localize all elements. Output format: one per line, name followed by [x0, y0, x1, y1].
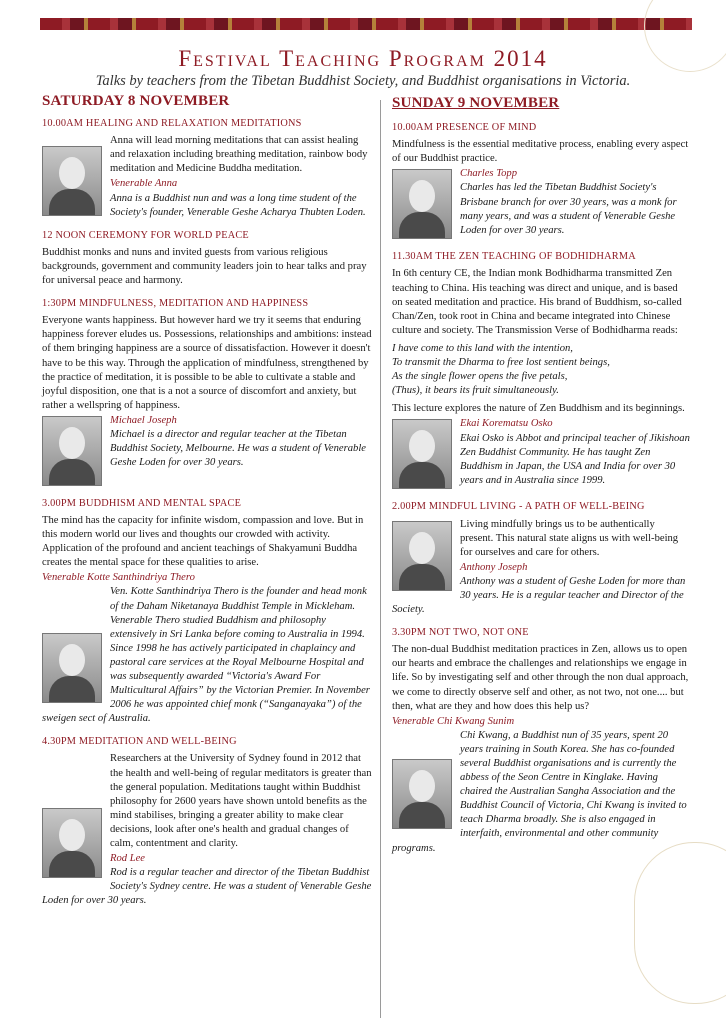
teacher-bio: Ekai Osko is Abbot and principal teacher of Jikishoan Zen Buddhist Community. He has taught Zen Buddhism in Japan, the USA and India for over 30 years and in Australia since 1999.	[460, 432, 690, 486]
session-description: In 6th century CE, the Indian monk Bodhidharma transmitted Zen teaching to China. His teaching was direct and unique, and is based on seated meditation and practice. His brand of Buddhism, so-called Chan/Zen, took root in China and became integrated into Chinese culture and society. The Transmission Verse of Bodhidharma reads:	[392, 268, 682, 336]
session-mental-space	[42, 497, 372, 727]
session-world-peace	[42, 229, 372, 288]
teacher-photo-anthony	[392, 521, 452, 591]
session-presence-of-mind	[392, 121, 690, 241]
teacher-bio: Chi Kwang, a Buddhist nun of 35 years, spent 20 years training in South Korea. She has co-founded several Buddhist organisations and is currently the abbess of the Seon Centre in Kinglake. Having chaired the Australian Sangha Association and the Buddhist Council of Victoria, Chi Kwang is invited to teach Dharma broadly. She is also engaged in interfaith, environmental and other community programs.	[392, 729, 687, 854]
teacher-bio: Rod is a regular teacher and director of the Tibetan Buddhist Society's Sydney centre. He was a student of Venerable Geshe Loden for over 30 years.	[42, 867, 372, 907]
teacher-bio: Charles has led the Tibetan Buddhist Society's Brisbane branch for over 30 years, was a monk for many years, and was a student of Venerable Geshe Loden for over 30 years.	[460, 182, 677, 236]
day-heading-saturday: SATURDAY 8 NOVEMBER	[42, 93, 230, 109]
teacher-photo-chi-kwang	[392, 759, 452, 829]
teacher-name: Venerable Chi Kwang Sunim	[392, 715, 515, 727]
session-description: The mind has the capacity for infinite wisdom, compassion and love. But in this modern world our lives and thoughts our crowded with activity. Application of the profound and ancient teachings of Shakyamuni Buddha creates the mental space for these qualities to arise.	[42, 514, 364, 569]
session-title: 3.00PM BUDDHISM AND MENTAL SPACE	[42, 497, 242, 509]
session-healing	[42, 117, 372, 220]
session-description: The non-dual Buddhist meditation practices in Zen, allows us to open our hearts and embrace the challenges and relationships we engage in life. So by investigating self and other through the non dual approach, we come to directly observe self and other, as not two, not one.... but then, what are they and how does this help us?	[392, 644, 689, 712]
day-heading-sunday: SUNDAY 9 NOVEMBER	[392, 95, 560, 111]
decorative-banner	[40, 18, 692, 30]
teacher-name: Ekai Korematsu Osko	[460, 418, 553, 430]
sunday-column	[392, 96, 690, 865]
column-divider	[380, 100, 381, 1018]
transmission-verse	[392, 342, 690, 398]
teacher-name: Venerable Kotte Santhindriya Thero	[42, 572, 195, 584]
teacher-photo-rod	[42, 808, 102, 878]
teacher-bio: Anthony was a student of Geshe Loden for more than 30 years. He is a regular teacher and Director of the Society.	[392, 575, 686, 616]
teacher-name: Anthony Joseph	[460, 561, 528, 573]
session-title: 4.30PM MEDITATION AND WELL-BEING	[42, 736, 237, 748]
session-title: 11.30AM THE ZEN TEACHING OF BODHIDHARMA	[392, 251, 636, 263]
session-title: 3.30PM NOT TWO, NOT ONE	[392, 627, 529, 639]
session-description: Researchers at the University of Sydney found in 2012 that the health and well-being of regular meditators is greater than the general population. Meditations taught within Buddhist philosophy for 2600 years have shown untold benefits as the mind stabilises, bringing a greater ability to make clear decisions, look after one's health and gradual changes of calm, contentment and clarity.	[110, 753, 372, 850]
teacher-photo-anna	[42, 146, 102, 216]
saturday-column	[42, 94, 372, 918]
teacher-photo-thero	[42, 633, 102, 703]
teacher-bio: Anna is a Buddhist nun and was a long time student of the Society's founder, Venerable Geshe Acharya Thubten Loden.	[110, 192, 366, 218]
session-not-two-not-one	[392, 626, 690, 856]
teacher-name: Charles Topp	[460, 168, 518, 180]
teacher-name: Rod Lee	[110, 853, 146, 865]
verse-line: To transmit the Dharma to free lost sentient beings,	[392, 357, 610, 369]
session-mindfulness	[42, 297, 372, 488]
teacher-name: Venerable Anna	[110, 178, 178, 190]
session-description: Mindfulness is the essential meditative process, enabling every aspect of our Buddhist practice.	[392, 139, 689, 165]
session-mindful-living	[392, 500, 690, 617]
session-description: Everyone wants happiness. But however hard we try it seems that enduring happiness forever eludes us. Possessions, relationships and ambitions: instead of them bringing happiness are a source of dissatisfaction. However it doesn't have to be this way. Through the application of mindfulness, strengthened by the practice of meditation, it is possible to be able to cultivate a stable and joyful disposition, one that is a not a source of discomfort and anxiety, but rather a wellspring of happiness.	[42, 315, 372, 411]
verse-line: I have come to this land with the intention,	[392, 342, 573, 354]
session-description: Living mindfully brings us to be authentically present. This natural state aligns us with well-being for ourselves and care for others.	[460, 518, 679, 558]
session-title: 1:30PM MINDFULNESS, MEDITATION AND HAPPINESS	[42, 298, 309, 310]
teacher-bio: Ven. Kotte Santhindriya Thero is the founder and head monk of the Daham Niketanaya Buddhist Temple in Mickleham. Venerable Thero studied Buddhism and philosophy extensively in Sri Lanka before coming to Australia in 1994. Since 1998 he has actively participated in chaplaincy and pastoral care services at the Royal Melbourne Hospital and was subsequently awarded “Victoria's Award For Multicultural Affairs” by the Victorian Premier. In November 2006 he was appointed chief monk (“Sanganayaka”) of the sweigen sect of Australia.	[42, 586, 370, 725]
page-title: Festival Teaching Program 2014	[178, 46, 548, 71]
session-title: 2.00PM MINDFUL LIVING - A PATH OF WELL-BEING	[392, 501, 645, 513]
session-title: 12 NOON CEREMONY FOR WORLD PEACE	[42, 229, 249, 241]
teacher-bio: Michael is a director and regular teacher at the Tibetan Buddhist Society, Melbourne. He was a student of Venerable Geshe Loden for over 30 years.	[110, 428, 366, 469]
teacher-name: Michael Joseph	[110, 414, 177, 426]
verse-line: (Thus), it bears its fruit simultaneously.	[392, 385, 559, 397]
session-description-2: This lecture explores the nature of Zen Buddhism and its beginnings.	[392, 403, 685, 415]
session-well-being	[42, 735, 372, 908]
session-title: 10.00AM PRESENCE OF MIND	[392, 122, 537, 134]
teacher-photo-charles	[392, 169, 452, 239]
session-zen-bodhidharma	[392, 250, 690, 491]
teacher-photo-michael	[42, 416, 102, 486]
page-subtitle: Talks by teachers from the Tibetan Buddhist Society, and Buddhist organisations in Victoria.	[95, 73, 631, 89]
verse-line: As the single flower opens the five petals,	[392, 371, 568, 383]
session-description: Buddhist monks and nuns and invited guests from various religious backgrounds, government and community leaders join to hear talks and pray for universal peace and harmony.	[42, 246, 367, 287]
teacher-photo-ekai	[392, 419, 452, 489]
corner-ornament-bottom	[634, 842, 726, 1004]
session-description: Anna will lead morning meditations that can assist healing and relaxation including breathing meditation, rainbow body meditation and Medicine Buddha meditation.	[110, 135, 368, 175]
session-title: 10.00AM HEALING AND RELAXATION MEDITATIONS	[42, 118, 302, 130]
